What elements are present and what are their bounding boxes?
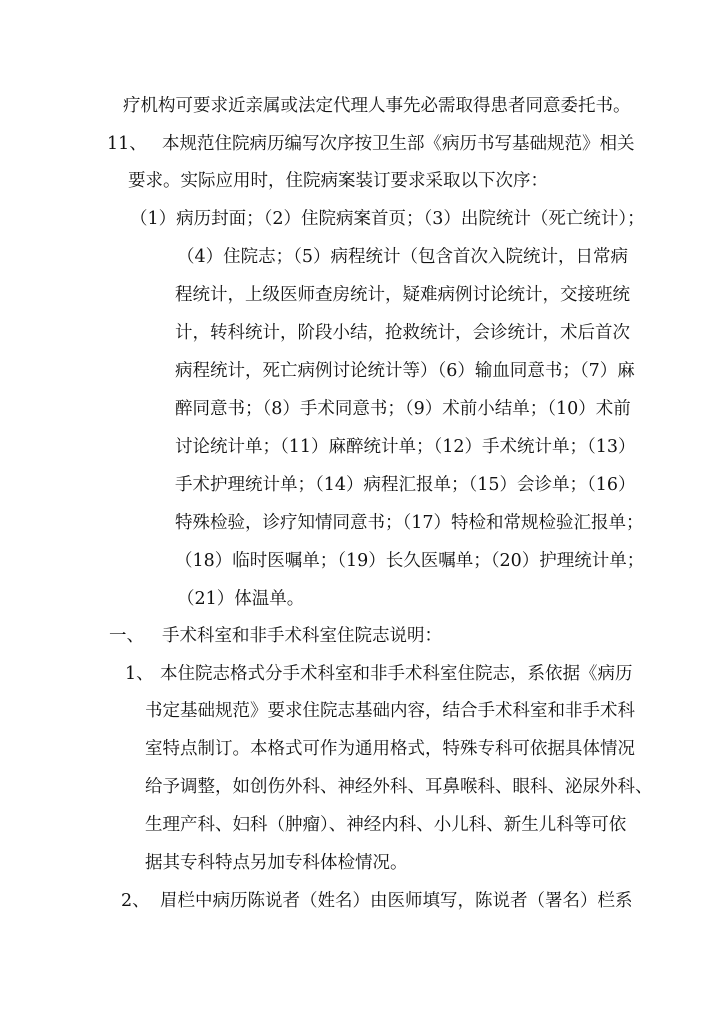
list-marker-1: 1、: [125, 664, 154, 684]
text-line-21: 据其专科特点另加专科体检情况。: [145, 853, 408, 873]
text-line-18: 室特点制订。本格式可作为通用格式，特殊专科可依据具体情况: [145, 739, 635, 759]
text-line-16: 本住院志格式分手术科室和非手术科室住院志，系依据《病历: [160, 664, 633, 684]
text-line-4: （1）病历封面；（2）住院病案首页；（3）出院统计（死亡统计）；: [130, 209, 645, 229]
section-heading: 手术科室和非手术科室住院志说明：: [162, 626, 442, 646]
text-line-10: 讨论统计单；（11）麻醉统计单；（12）手术统计单；（13）: [175, 437, 636, 457]
text-line-20: 生理产科、妇科（肿瘤）、神经内科、小儿科、新生儿科等可依: [145, 815, 627, 835]
text-line-19: 给予调整，如创伤外科、神经外科、耳鼻喉科、眼科、泌尿外科、: [145, 777, 653, 797]
list-marker-11: 11、: [107, 134, 147, 154]
text-line-17: 书定基础规范》要求住院志基础内容，结合手术科室和非手术科: [145, 701, 635, 721]
text-line-14: （21）体温单。: [177, 589, 305, 609]
text-line-12: 特殊检验，诊疗知情同意书；（17）特检和常规检验汇报单；: [175, 513, 644, 533]
text-line-9: 醉同意书；（8）手术同意书；（9）术前小结单；（10）术前: [175, 399, 631, 419]
text-line-2: 本规范住院病历编写次序按卫生部《病历书写基础规范》相关: [162, 134, 635, 154]
text-line-6: 程统计，上级医师查房统计，疑难病例讨论统计，交接班统: [175, 285, 630, 305]
text-line-22: 眉栏中病历陈说者（姓名）由医师填写，陈说者（署名）栏系: [160, 891, 633, 911]
list-marker-2: 2、: [121, 891, 150, 911]
section-marker-1: 一、: [109, 626, 144, 646]
text-line-3: 要求。实际应用时，住院病案装订要求采取以下次序：: [128, 171, 548, 191]
text-line-13: （18）临时医嘱单；（19）长久医嘱单；（20）护理统计单；: [175, 551, 645, 571]
text-line-5: （4）住院志；（5）病程统计（包含首次入院统计，日常病: [177, 247, 629, 267]
text-line-11: 手术护理统计单；（14）病程汇报单；（15）会诊单；（16）: [175, 475, 636, 495]
text-line-8: 病程统计，死亡病例讨论统计等）（6）输血同意书；（7）麻: [175, 361, 635, 381]
text-line-7: 计，转科统计，阶段小结，抢救统计，会诊统计，术后首次: [175, 323, 630, 343]
text-line-1: 疗机构可要求近亲属或法定代理人事先必需取得患者同意委托书。: [123, 96, 631, 116]
